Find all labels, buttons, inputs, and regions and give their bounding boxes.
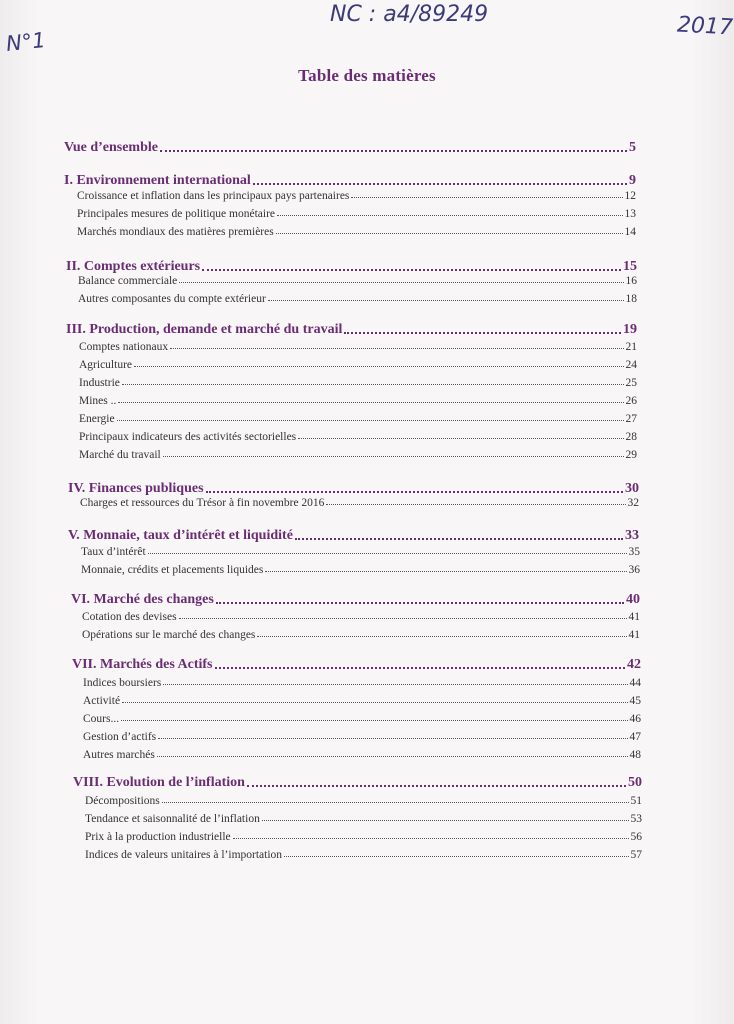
toc-entry-page-number: 45 bbox=[629, 695, 641, 707]
toc-entry-page-number: 25 bbox=[625, 377, 637, 389]
toc-section-page-number: 40 bbox=[626, 592, 640, 607]
toc-entry-label: Indices de valeurs unitaires à l’importation bbox=[85, 849, 283, 861]
dot-leader bbox=[276, 233, 623, 234]
dot-leader bbox=[233, 838, 629, 839]
toc-entry-label: Autres composantes du compte extérieur bbox=[78, 293, 266, 305]
toc-entry bbox=[81, 546, 640, 558]
toc-entry bbox=[83, 731, 641, 743]
dot-leader bbox=[216, 602, 624, 604]
dot-leader bbox=[122, 384, 624, 385]
toc-entry bbox=[85, 831, 642, 843]
dot-leader bbox=[268, 300, 624, 301]
toc-section bbox=[73, 775, 642, 791]
dot-leader bbox=[160, 150, 627, 152]
toc-entry bbox=[85, 849, 642, 861]
toc-entry bbox=[79, 377, 637, 389]
toc-entry bbox=[81, 564, 640, 576]
toc-section-label: VI. Marché des changes bbox=[71, 592, 214, 607]
toc-section-label: VIII. Evolution de l’inflation bbox=[73, 775, 245, 790]
toc-section-page-number: 30 bbox=[625, 481, 639, 496]
toc-section-label: II. Comptes extérieurs bbox=[66, 259, 201, 274]
toc-entry-label: Indices boursiers bbox=[83, 677, 162, 689]
toc-entry bbox=[83, 713, 641, 725]
toc-entry-page-number: 51 bbox=[630, 795, 642, 807]
toc-section-page-number: 50 bbox=[628, 775, 642, 790]
toc-entry-label: Activité bbox=[83, 695, 121, 707]
dot-leader bbox=[206, 491, 623, 493]
toc-section bbox=[72, 657, 641, 673]
dot-leader bbox=[326, 504, 625, 505]
toc-entry bbox=[82, 629, 640, 641]
handwritten-reference: NC : a4/89249 bbox=[330, 2, 489, 27]
dot-leader bbox=[163, 684, 627, 685]
toc-entry-label: Marché du travail bbox=[79, 449, 161, 461]
toc-section-label: V. Monnaie, taux d’intérêt et liquidité bbox=[68, 528, 293, 543]
handwritten-number: N°1 bbox=[4, 27, 47, 57]
toc-entry-label: Autres marchés bbox=[83, 749, 155, 761]
toc-entry-label: Tendance et saisonnalité de l’inflation bbox=[85, 813, 260, 825]
toc-entry-page-number: 29 bbox=[625, 449, 637, 461]
toc-entry-page-number: 47 bbox=[629, 731, 641, 743]
dot-leader bbox=[162, 802, 629, 803]
toc-entry bbox=[79, 449, 637, 461]
toc-entry bbox=[79, 413, 637, 425]
toc-entry bbox=[79, 395, 637, 407]
toc-section-page-number: 9 bbox=[629, 173, 636, 188]
toc-entry bbox=[82, 611, 640, 623]
toc-entry-label: Industrie bbox=[79, 377, 120, 389]
dot-leader bbox=[265, 571, 626, 572]
toc-entry-label: Mines .. bbox=[79, 395, 117, 407]
dot-leader bbox=[163, 456, 624, 457]
dot-leader bbox=[247, 785, 626, 787]
toc-entry bbox=[77, 190, 636, 202]
toc-entry-page-number: 27 bbox=[625, 413, 637, 425]
toc-entry-page-number: 44 bbox=[629, 677, 641, 689]
dot-leader bbox=[298, 438, 623, 439]
dot-leader bbox=[117, 420, 624, 421]
dot-leader bbox=[170, 348, 623, 349]
toc-section-label: IV. Finances publiques bbox=[68, 481, 204, 496]
toc-entry-label: Opérations sur le marché des changes bbox=[82, 629, 256, 641]
toc-entry-page-number: 12 bbox=[624, 190, 636, 202]
toc-entry-label: Principaux indicateurs des activités sectorielles bbox=[79, 431, 297, 443]
toc-section bbox=[64, 140, 636, 156]
toc-entry bbox=[77, 226, 636, 238]
toc-entry bbox=[79, 341, 637, 353]
dot-leader bbox=[351, 197, 622, 198]
toc-entry-label: Balance commerciale bbox=[78, 275, 178, 287]
toc-entry-label: Charges et ressources du Trésor à fin novembre 2016 bbox=[80, 497, 325, 509]
toc-section bbox=[64, 173, 636, 189]
toc-entry-page-number: 48 bbox=[629, 749, 641, 761]
dot-leader bbox=[262, 820, 629, 821]
dot-leader bbox=[179, 618, 627, 619]
dot-leader bbox=[277, 215, 623, 216]
toc-section-label: Vue d’ensemble bbox=[64, 140, 158, 155]
toc-entry bbox=[79, 359, 637, 371]
toc-section bbox=[66, 259, 637, 275]
toc-section bbox=[71, 592, 640, 608]
toc-entry-page-number: 18 bbox=[625, 293, 637, 305]
dot-leader bbox=[179, 282, 623, 283]
toc-entry bbox=[83, 677, 641, 689]
toc-entry-label: Energie bbox=[79, 413, 115, 425]
toc-entry-page-number: 13 bbox=[624, 208, 636, 220]
toc-entry-label: Comptes nationaux bbox=[79, 341, 169, 353]
dot-leader bbox=[122, 702, 627, 703]
toc-section bbox=[68, 481, 639, 497]
toc-section-page-number: 33 bbox=[625, 528, 639, 543]
toc-entry-page-number: 16 bbox=[625, 275, 637, 287]
page-title: Table des matières bbox=[298, 66, 436, 85]
dot-leader bbox=[284, 856, 628, 857]
toc-section-page-number: 19 bbox=[623, 322, 637, 337]
toc-entry-label: Marchés mondiaux des matières premières bbox=[77, 226, 274, 238]
toc-entry-label: Agriculture bbox=[79, 359, 133, 371]
toc-entry bbox=[85, 795, 642, 807]
toc-section-page-number: 15 bbox=[623, 259, 637, 274]
toc-entry-label: Monnaie, crédits et placements liquides bbox=[81, 564, 264, 576]
toc-section-page-number: 42 bbox=[627, 657, 641, 672]
toc-section bbox=[66, 322, 637, 338]
toc-section-page-number: 5 bbox=[629, 140, 636, 155]
toc-entry-page-number: 14 bbox=[624, 226, 636, 238]
toc-entry bbox=[83, 695, 641, 707]
toc-entry-label: Cotation des devises bbox=[82, 611, 177, 623]
toc-entry-page-number: 41 bbox=[628, 629, 640, 641]
dot-leader bbox=[344, 332, 621, 334]
toc-section-label: VII. Marchés des Actifs bbox=[72, 657, 213, 672]
dot-leader bbox=[257, 636, 626, 637]
dot-leader bbox=[215, 667, 625, 669]
toc-entry-label: Principales mesures de politique monétaire bbox=[77, 208, 275, 220]
toc-entry-page-number: 56 bbox=[630, 831, 642, 843]
toc-entry-page-number: 35 bbox=[628, 546, 640, 558]
handwritten-year: 2017 bbox=[676, 12, 734, 41]
toc-entry bbox=[83, 749, 641, 761]
toc-entry bbox=[80, 497, 639, 509]
toc-section bbox=[68, 528, 639, 544]
toc-entry-page-number: 57 bbox=[630, 849, 642, 861]
toc-entry-page-number: 36 bbox=[628, 564, 640, 576]
dot-leader bbox=[134, 366, 623, 367]
toc-entry-page-number: 26 bbox=[625, 395, 637, 407]
toc-entry-page-number: 32 bbox=[627, 497, 639, 509]
dot-leader bbox=[253, 183, 627, 185]
toc-entry-label: Taux d’intérêt bbox=[81, 546, 146, 558]
toc-entry-page-number: 53 bbox=[630, 813, 642, 825]
toc-entry bbox=[85, 813, 642, 825]
toc-entry bbox=[79, 431, 637, 443]
toc-entry bbox=[77, 208, 636, 220]
toc-section-label: III. Production, demande et marché du travail bbox=[66, 322, 343, 337]
toc-entry-page-number: 46 bbox=[629, 713, 641, 725]
dot-leader bbox=[118, 402, 623, 403]
toc-entry-label: Cours... bbox=[83, 713, 120, 725]
dot-leader bbox=[121, 720, 627, 721]
dot-leader bbox=[157, 756, 628, 757]
dot-leader bbox=[202, 269, 621, 271]
toc-entry-page-number: 41 bbox=[628, 611, 640, 623]
toc-entry bbox=[78, 293, 637, 305]
toc-entry-label: Décompositions bbox=[85, 795, 160, 807]
toc-entry-page-number: 21 bbox=[625, 341, 637, 353]
toc-entry-label: Croissance et inflation dans les principaux pays partenaires bbox=[77, 190, 350, 202]
toc-entry-page-number: 28 bbox=[625, 431, 637, 443]
toc-entry bbox=[78, 275, 637, 287]
dot-leader bbox=[148, 553, 627, 554]
toc-section-label: I. Environnement international bbox=[64, 173, 251, 188]
toc-entry-page-number: 24 bbox=[625, 359, 637, 371]
toc-entry-label: Prix à la production industrielle bbox=[85, 831, 231, 843]
toc-entry-label: Gestion d’actifs bbox=[83, 731, 157, 743]
dot-leader bbox=[158, 738, 627, 739]
dot-leader bbox=[295, 538, 623, 540]
